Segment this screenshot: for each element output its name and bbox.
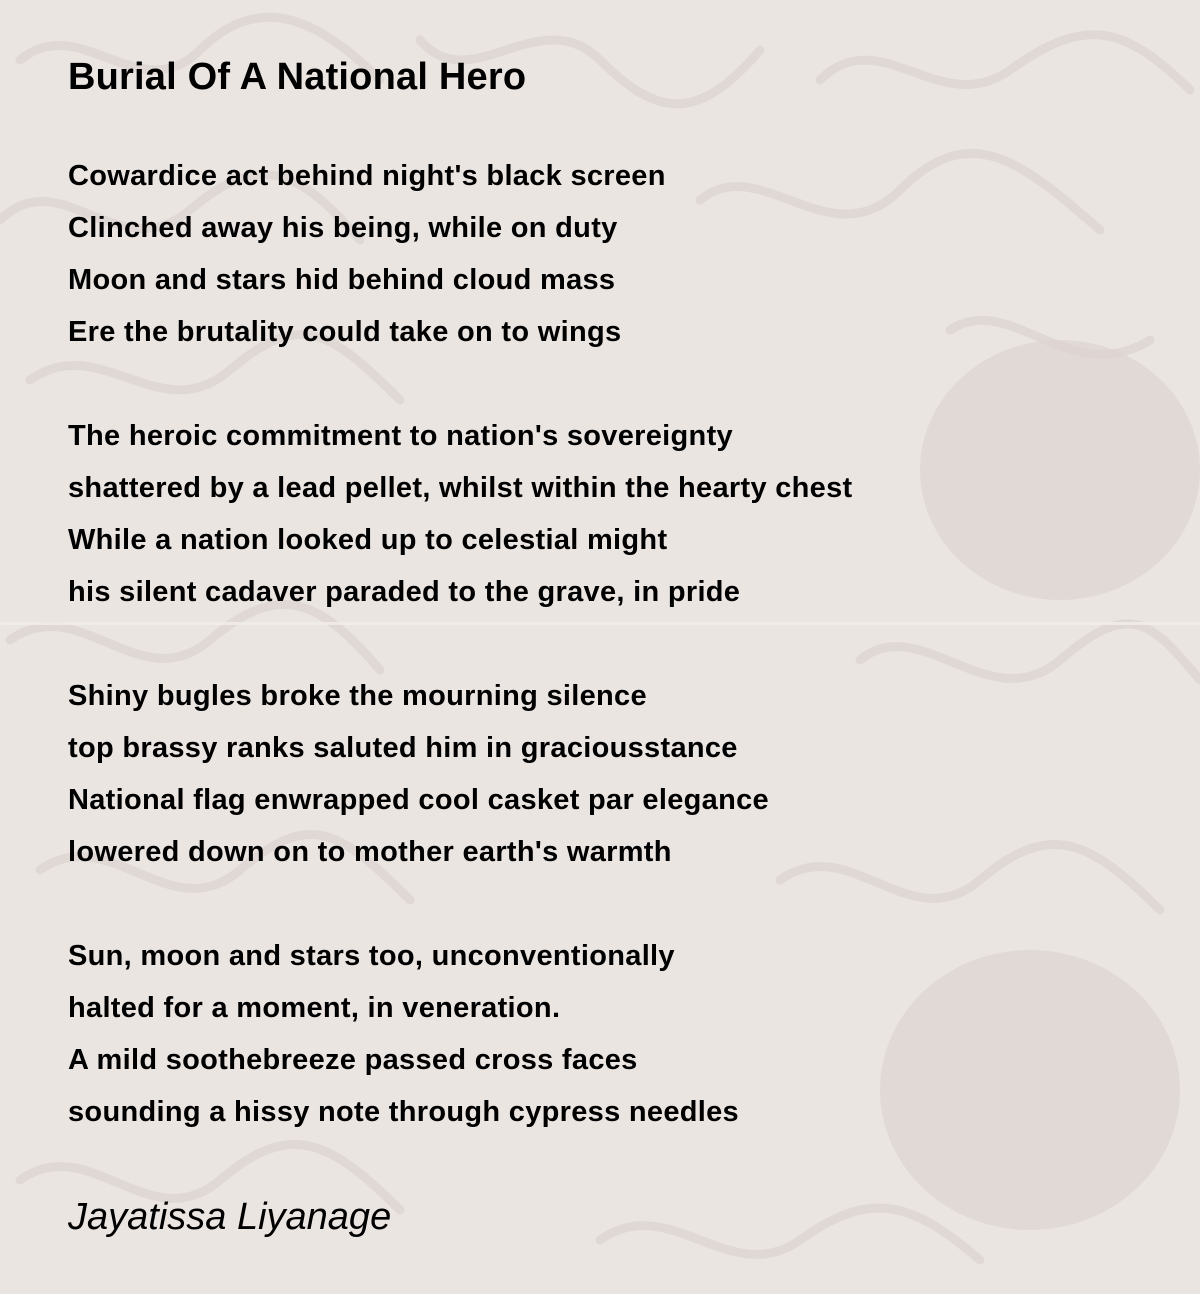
poem-line: Sun, moon and stars too, unconventionally bbox=[68, 940, 675, 972]
stanza-4 bbox=[68, 930, 1168, 1138]
poem-line: sounding a hissy note through cypress needles bbox=[68, 1096, 739, 1128]
poem-line: halted for a moment, in veneration. bbox=[68, 992, 561, 1024]
poem-line: While a nation looked up to celestial might bbox=[68, 524, 668, 556]
stanza-1 bbox=[68, 150, 1168, 358]
poem-line: Ere the brutality could take on to wings bbox=[68, 316, 622, 348]
poem-line: lowered down on to mother earth's warmth bbox=[68, 836, 672, 868]
stanza-2 bbox=[68, 410, 1168, 618]
stanza-3 bbox=[68, 670, 1168, 878]
poem-container bbox=[68, 50, 1168, 1244]
poem-line: top brassy ranks saluted him in graciousstance bbox=[68, 732, 738, 764]
poem-line: his silent cadaver paraded to the grave, in pride bbox=[68, 576, 741, 608]
poem-line: Clinched away his being, while on duty bbox=[68, 212, 618, 244]
poem-line: shattered by a lead pellet, whilst within the hearty chest bbox=[68, 472, 853, 504]
poem-line: Shiny bugles broke the mourning silence bbox=[68, 680, 647, 712]
poem-line: Cowardice act behind night's black screen bbox=[68, 160, 666, 192]
poem-line: The heroic commitment to nation's sovereignty bbox=[68, 420, 733, 452]
poem-line: A mild soothebreeze passed cross faces bbox=[68, 1044, 638, 1076]
poem-title: Burial Of A National Hero bbox=[68, 56, 527, 98]
poem-author: Jayatissa Liyanage bbox=[68, 1196, 392, 1238]
poem-line: National flag enwrapped cool casket par elegance bbox=[68, 784, 769, 816]
poem-line: Moon and stars hid behind cloud mass bbox=[68, 264, 616, 296]
